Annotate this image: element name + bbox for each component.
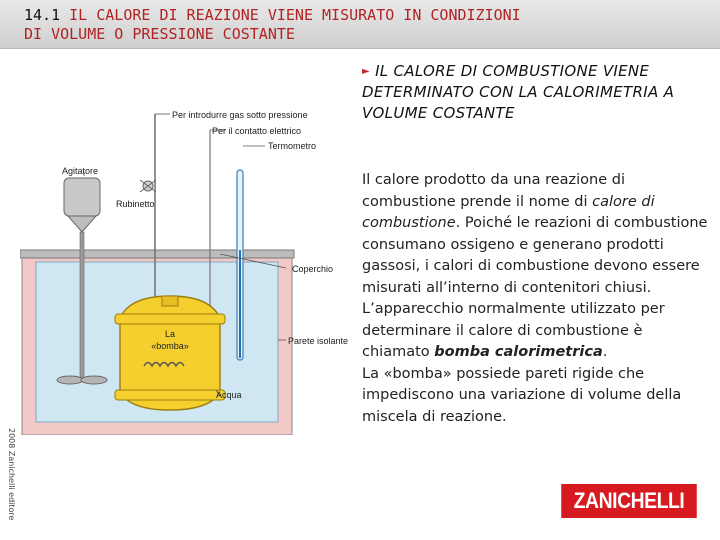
paragraph-1-part-c: . Poiché le reazioni di combustione consumano ossigeno e generano prodotti gassosi, i calori di combustione devono essere misurati all’interno di contenitori chiusi. L’apparecchio normalmente utilizzato per determinare il calore di combustione è chiamato [362, 215, 708, 360]
body-text [362, 170, 712, 428]
label-valve: Rubinetto [116, 199, 155, 209]
zanichelli-logo [561, 484, 697, 518]
paragraph-1-part-a: Il calore prodotto da una reazione di combustione prende il nome di [362, 172, 625, 210]
term-calore-di-combustione: calore di combustione [362, 193, 655, 231]
bomb-calorimeter-diagram [20, 100, 350, 435]
label-thermometer: Termometro [268, 141, 317, 151]
title-bar [0, 0, 720, 49]
label-bomb-line-2: «bomba» [151, 341, 189, 351]
term-bomba-calorimetrica: bomba calorimetrica [434, 344, 603, 360]
stirrer-blade-left [57, 376, 83, 384]
title-number: 14.1 [24, 6, 61, 24]
label-gas-inlet: Per introdurre gas sotto pressione [172, 110, 308, 120]
paragraph-1-part-e: . [602, 344, 608, 360]
page-title [24, 6, 704, 44]
copyright-notice [4, 428, 16, 528]
label-stirrer: Agitatore [62, 166, 99, 176]
title-line-1: IL CALORE DI REAZIONE VIENE MISURATO IN CONDIZIONI [69, 6, 521, 24]
label-bomb-line-1: La [164, 329, 176, 339]
lid [20, 250, 294, 258]
title-line-2: DI VOLUME O PRESSIONE COSTANTE [24, 25, 295, 43]
stirrer-motor [64, 178, 100, 216]
copyright-text: 2008 Zanichelli editore [7, 428, 16, 521]
label-water: Acqua [216, 390, 242, 400]
label-lid: Coperchio [292, 264, 334, 274]
stirrer-shaft [80, 232, 84, 380]
paragraph-2: La «bomba» possiede pareti rigide che impediscono una variazione di volume della miscela di reazione. [362, 365, 682, 425]
section-heading-text: IL CALORE DI COMBUSTIONE VIENE DETERMINATO CON LA CALORIMETRIA A VOLUME COSTANTE [362, 62, 675, 122]
bullet-arrow-icon: ► [362, 66, 370, 77]
stirrer-blade-right [81, 376, 107, 384]
label-insulating-wall: Parete isolante [288, 336, 349, 346]
label-electric-contact: Per il contatto elettrico [212, 126, 302, 136]
logo-text: ZANICHELLI [573, 488, 685, 513]
section-heading [362, 61, 712, 124]
